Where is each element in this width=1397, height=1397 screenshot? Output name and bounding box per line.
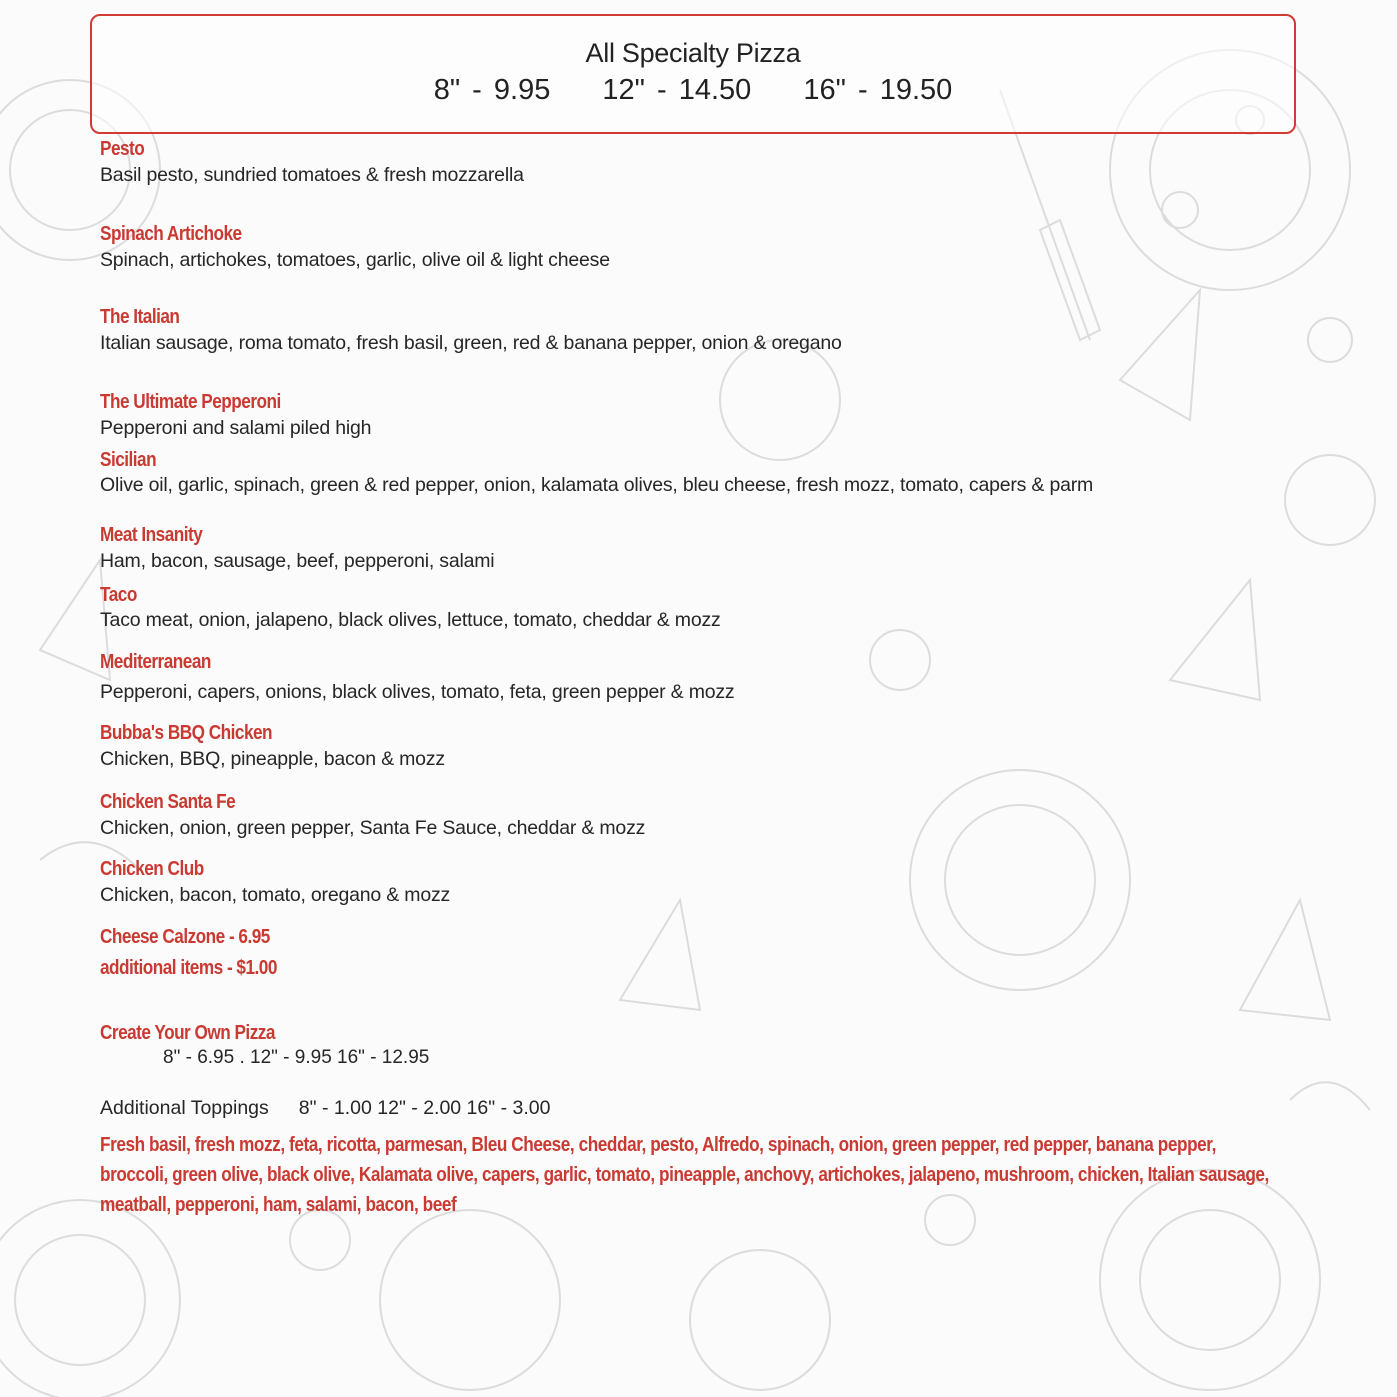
item-name-mediterranean: Mediterranean xyxy=(100,651,211,673)
item-name-sicilian: Sicilian xyxy=(100,449,157,471)
additional-toppings-prices: 8" - 1.00 12" - 2.00 16" - 3.00 xyxy=(298,1097,551,1119)
toppings-list: Fresh basil, fresh mozz, feta, ricotta, parmesan, Bleu Cheese, cheddar, pesto, Alfredo, spinach, onion, green pepper, red pepper, banana pepper, broccoli, green olive, black olive, Kalamata olive, capers, garlic, tomato, pineapple, anchovy, artichokes, jalapeno, mushroom, chicken, Italian sausage, meatball, pepperoni, ham, salami, bacon, beef xyxy=(100,1134,1269,1216)
item-desc-ultimate-pepperoni: Pepperoni and salami piled high xyxy=(100,417,372,439)
price-8-inch: 8" - 9.95 xyxy=(433,74,551,106)
item-desc-chicken-club: Chicken, bacon, tomato, oregano & mozz xyxy=(100,884,451,906)
item-desc-taco: Taco meat, onion, jalapeno, black olives, lettuce, tomato, cheddar & mozz xyxy=(100,609,721,631)
specialty-pizza-header xyxy=(90,14,1296,134)
item-desc-spinach-artichoke: Spinach, artichokes, tomatoes, garlic, olive oil & light cheese xyxy=(100,249,610,271)
price-16-inch: 16" - 19.50 xyxy=(803,74,953,106)
additional-toppings-row xyxy=(100,1097,550,1120)
item-name-pesto: Pesto xyxy=(100,138,145,160)
item-desc-the-italian: Italian sausage, roma tomato, fresh basil, green, red & banana pepper, onion & oregano xyxy=(100,332,842,354)
price-12-inch: 12" - 14.50 xyxy=(602,74,752,106)
item-name-meat-insanity: Meat Insanity xyxy=(100,524,203,546)
header-prices xyxy=(92,74,1294,107)
cheese-calzone-price: Cheese Calzone - 6.95 xyxy=(100,926,270,948)
item-name-chicken-club: Chicken Club xyxy=(100,858,204,880)
additional-items-price: additional items - $1.00 xyxy=(100,957,277,979)
item-name-the-italian: The Italian xyxy=(100,306,180,328)
header-title: All Specialty Pizza xyxy=(585,38,801,68)
item-desc-mediterranean: Pepperoni, capers, onions, black olives, tomato, feta, green pepper & mozz xyxy=(100,681,735,703)
create-your-own-prices: 8" - 6.95 . 12" - 9.95 16" - 12.95 xyxy=(163,1047,430,1068)
create-your-own-title: Create Your Own Pizza xyxy=(100,1022,275,1044)
item-name-taco: Taco xyxy=(100,584,137,606)
item-desc-chicken-santa-fe: Chicken, onion, green pepper, Santa Fe Sauce, cheddar & mozz xyxy=(100,817,646,839)
item-name-chicken-santa-fe: Chicken Santa Fe xyxy=(100,791,236,813)
item-desc-bbq-chicken: Chicken, BBQ, pineapple, bacon & mozz xyxy=(100,748,445,770)
item-name-bbq-chicken: Bubba's BBQ Chicken xyxy=(100,722,273,744)
item-desc-meat-insanity: Ham, bacon, sausage, beef, pepperoni, salami xyxy=(100,550,495,572)
additional-toppings-label: Additional Toppings xyxy=(100,1097,269,1119)
item-desc-pesto: Basil pesto, sundried tomatoes & fresh mozzarella xyxy=(100,164,524,186)
item-desc-sicilian: Olive oil, garlic, spinach, green & red pepper, onion, kalamata olives, bleu cheese, fresh mozz, tomato, capers & parm xyxy=(100,474,1094,496)
item-name-spinach-artichoke: Spinach Artichoke xyxy=(100,223,242,245)
item-name-ultimate-pepperoni: The Ultimate Pepperoni xyxy=(100,391,281,413)
